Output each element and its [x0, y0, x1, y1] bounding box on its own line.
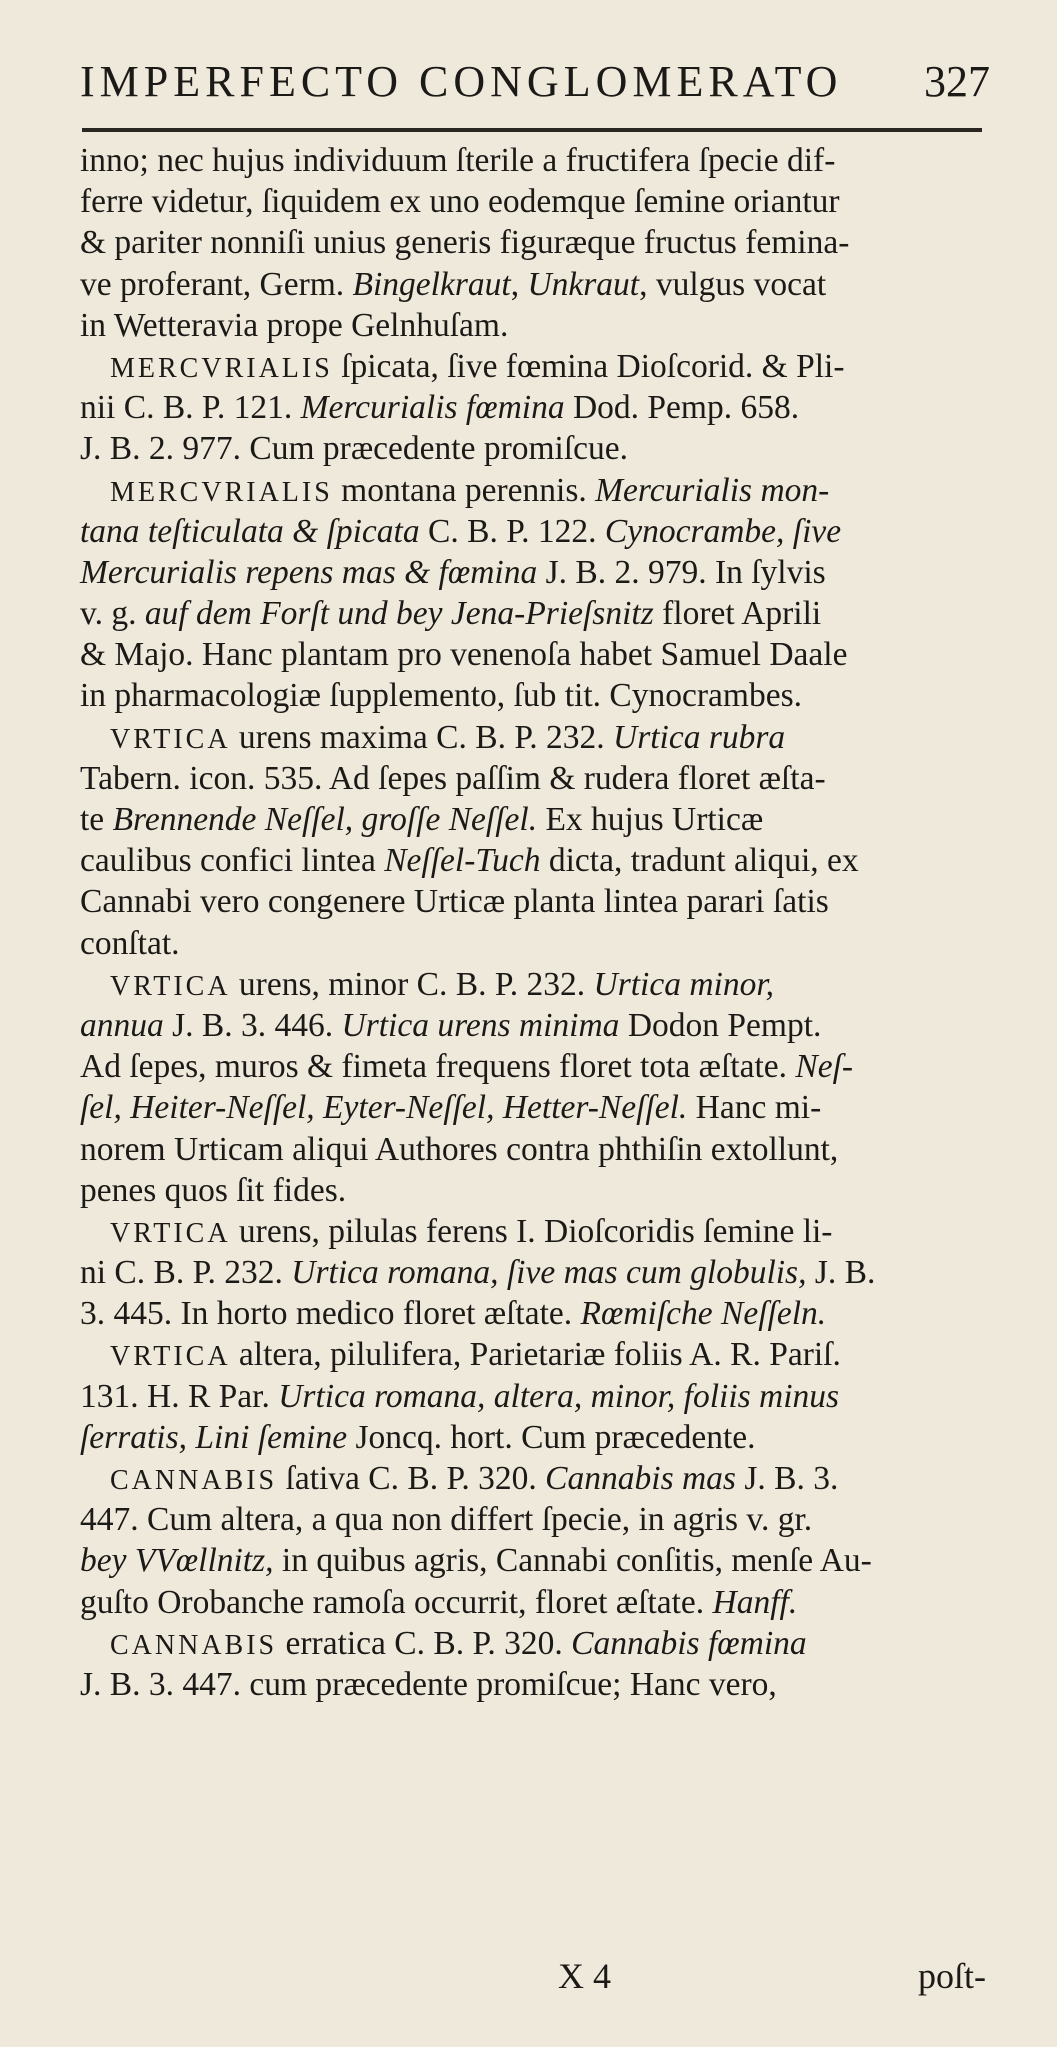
text-segment: ve proferant, Germ. — [80, 265, 353, 303]
running-header — [80, 48, 990, 108]
text-segment: Mercurialis repens mas & fœmina — [80, 553, 538, 591]
text-line — [80, 923, 990, 964]
text-segment: nii C. B. P. 121. — [80, 389, 301, 427]
text-segment: Ex hujus Urticæ — [537, 801, 764, 838]
text-line — [80, 1458, 990, 1499]
text-line — [80, 511, 990, 552]
running-title: IMPERFECTO CONGLOMERATO — [80, 57, 843, 106]
text-segment: J. B. 3. 446. — [163, 1006, 342, 1044]
text-segment: VRTICA — [110, 970, 231, 1002]
text-segment: Neſſel-Tuch — [384, 842, 541, 880]
text-segment: in pharmacologiæ ſupplemento, ſub tit. Cynocrambes. — [80, 677, 802, 715]
text-line — [80, 1540, 990, 1581]
text-line — [80, 140, 990, 181]
text-line — [80, 1129, 990, 1170]
text-segment: Joncq. hort. Cum præcedente. — [347, 1418, 756, 1456]
text-line — [80, 552, 990, 593]
text-segment: dicta, tradunt aliqui, ex — [540, 842, 859, 880]
text-segment: ſpicata, ſive fœmina Dioſcorid. & Pli- — [332, 347, 845, 385]
text-segment: MERCVRIALIS — [110, 476, 333, 508]
text-segment: norem Urticam aliqui Authores contra phthiſin extollunt, — [80, 1130, 839, 1168]
text-segment: urens, minor C. B. P. 232. — [230, 965, 594, 1003]
signature-line — [0, 1955, 1057, 1999]
text-segment: CANNABIS — [110, 1629, 278, 1661]
text-segment: Hanff. — [712, 1583, 798, 1621]
text-segment: VRTICA — [110, 1341, 231, 1373]
text-segment: Brennende Neſſel, groſſe Neſſel. — [112, 801, 538, 838]
text-segment: Urtica romana, altera, minor, foliis minus — [278, 1377, 840, 1415]
text-line — [80, 222, 990, 263]
text-segment: Cynocrambe, ſive — [604, 512, 842, 550]
text-segment: J. B. 3. 447. cum præcedente promiſcue; Hanc vero, — [80, 1665, 777, 1703]
text-segment: Cannabis fœmina — [571, 1624, 807, 1662]
text-segment: Unkraut — [527, 265, 640, 303]
text-segment: ferre videtur, ſiquidem ex uno eodemque ſemine oriantur — [80, 183, 840, 221]
text-segment: in Wetteravia prope Gelnhuſam. — [80, 306, 509, 344]
text-segment: Urtica minor, — [593, 965, 775, 1003]
text-line — [80, 387, 990, 428]
text-line — [80, 1376, 990, 1417]
catchword: poſt- — [918, 1956, 986, 1996]
text-segment: v. g. — [80, 595, 145, 633]
text-segment: Tabern. icon. 535. Ad ſepes paſſim & rudera floret æſta- — [80, 759, 826, 797]
text-segment: C. B. P. 122. — [419, 512, 605, 550]
text-segment: urens maxima C. B. P. 232. — [230, 718, 613, 756]
text-segment: J. B. — [806, 1254, 876, 1292]
text-segment: floret Aprili — [653, 595, 822, 633]
text-segment: penes quos ſit fides. — [80, 1171, 347, 1209]
text-segment: & pariter nonniſi unius generis figuræque fructus femina- — [80, 224, 850, 262]
text-segment: guſto Orobanche ramoſa occurrit, floret æſtate. — [80, 1583, 713, 1621]
text-segment: altera, pilulifera, Parietariæ foliis A. R. Pariſ. — [230, 1336, 841, 1374]
text-segment: in quibus agris, Cannabi conſitis, menſe Au- — [273, 1542, 872, 1580]
text-segment: inno; nec hujus individuum ſterile a fructifera ſpecie dif- — [80, 142, 836, 179]
text-segment: MERCVRIALIS — [110, 352, 333, 384]
text-line — [80, 593, 990, 634]
text-line — [80, 1499, 990, 1540]
text-segment: Cannabi vero congenere Urticæ planta lintea parari ſatis — [80, 883, 829, 921]
text-line — [80, 1046, 990, 1087]
text-segment: , vulgus vocat — [639, 265, 827, 303]
text-segment: auf dem Forſt und bey Jena-Prieſsnitz — [144, 595, 654, 633]
text-segment: Ad ſepes, muros & fimeta frequens floret tota æſtate. — [80, 1048, 796, 1086]
text-line — [80, 428, 990, 469]
text-line — [80, 1623, 990, 1664]
text-segment: 131. H. R Par. — [80, 1377, 279, 1415]
text-segment: J. B. 2. 979. In ſylvis — [537, 553, 826, 591]
text-segment: annua — [80, 1006, 164, 1044]
text-segment: Urtica romana, ſive mas cum globulis, — [291, 1254, 807, 1292]
text-segment: te — [80, 801, 113, 838]
text-segment: Mercurialis fœmina — [300, 389, 565, 427]
text-segment: , — [510, 265, 528, 303]
text-segment: ſel, Heiter-Neſſel, Eyter-Neſſel, Hetter-Neſſel. — [80, 1089, 688, 1127]
text-line — [80, 1005, 990, 1046]
text-segment: ni C. B. P. 232. — [80, 1254, 292, 1292]
text-line — [80, 264, 990, 305]
text-segment: caulibus confici lintea — [80, 842, 385, 880]
text-segment: montana perennis. — [332, 471, 596, 509]
header-rule — [82, 128, 982, 132]
text-line — [80, 964, 990, 1005]
text-segment: urens, pilulas ferens I. Dioſcoridis ſemine li- — [230, 1212, 833, 1250]
text-line — [80, 717, 990, 758]
text-segment: 447. Cum altera, a qua non differt ſpecie, in agris v. gr. — [80, 1501, 813, 1539]
text-segment: Hanc mi- — [687, 1089, 822, 1127]
text-segment: CANNABIS — [110, 1465, 278, 1496]
page-number: 327 — [924, 57, 990, 106]
signature-mark: X 4 — [558, 1956, 611, 1996]
text-line — [80, 470, 990, 511]
text-line — [80, 1087, 990, 1128]
text-line — [80, 305, 990, 346]
text-line — [80, 1293, 990, 1334]
text-line — [80, 799, 990, 840]
text-line — [80, 1417, 990, 1458]
text-line — [80, 1252, 990, 1293]
text-segment: Bingelkraut — [352, 265, 511, 303]
text-segment: Neſ- — [795, 1048, 854, 1086]
text-line — [80, 840, 990, 881]
text-segment: Urtica rubra — [613, 718, 786, 756]
text-segment: tana teſticulata & ſpicata — [80, 512, 420, 550]
text-segment: 3. 445. In horto medico floret æſtate. — [80, 1295, 581, 1333]
text-segment: J. B. 3. — [735, 1460, 839, 1497]
text-segment: ſerratis, Lini ſemine — [80, 1418, 348, 1456]
text-line — [80, 1170, 990, 1211]
text-segment: & Majo. Hanc plantam pro venenoſa habet Samuel Daale — [80, 636, 848, 674]
text-segment: Dodon Pempt. — [619, 1006, 822, 1044]
text-line — [80, 181, 990, 222]
text-segment: erratica C. B. P. 320. — [277, 1624, 572, 1662]
text-segment: J. B. 2. 977. Cum præcedente promiſcue. — [80, 430, 629, 468]
text-segment: Rœmiſche Neſſeln. — [580, 1295, 827, 1333]
text-line — [80, 1664, 990, 1705]
text-line — [80, 881, 990, 922]
text-segment: VRTICA — [110, 1217, 231, 1249]
text-segment: Cannabis mas — [545, 1460, 736, 1497]
text-segment: ſativa C. B. P. 320. — [277, 1460, 546, 1497]
text-line — [80, 675, 990, 716]
text-line — [80, 1211, 990, 1252]
text-body — [80, 140, 990, 1705]
text-segment: conſtat. — [80, 924, 180, 962]
text-line — [80, 1582, 990, 1623]
text-line — [80, 758, 990, 799]
text-line — [80, 1334, 990, 1375]
text-line — [80, 634, 990, 675]
text-segment: Dod. Pemp. 658. — [564, 389, 800, 427]
text-line — [80, 346, 990, 387]
text-segment: bey VVœllnitz, — [80, 1542, 274, 1580]
text-segment: Mercurialis mon- — [595, 471, 830, 509]
text-segment: VRTICA — [110, 723, 231, 755]
text-segment: Urtica urens minima — [341, 1006, 620, 1044]
